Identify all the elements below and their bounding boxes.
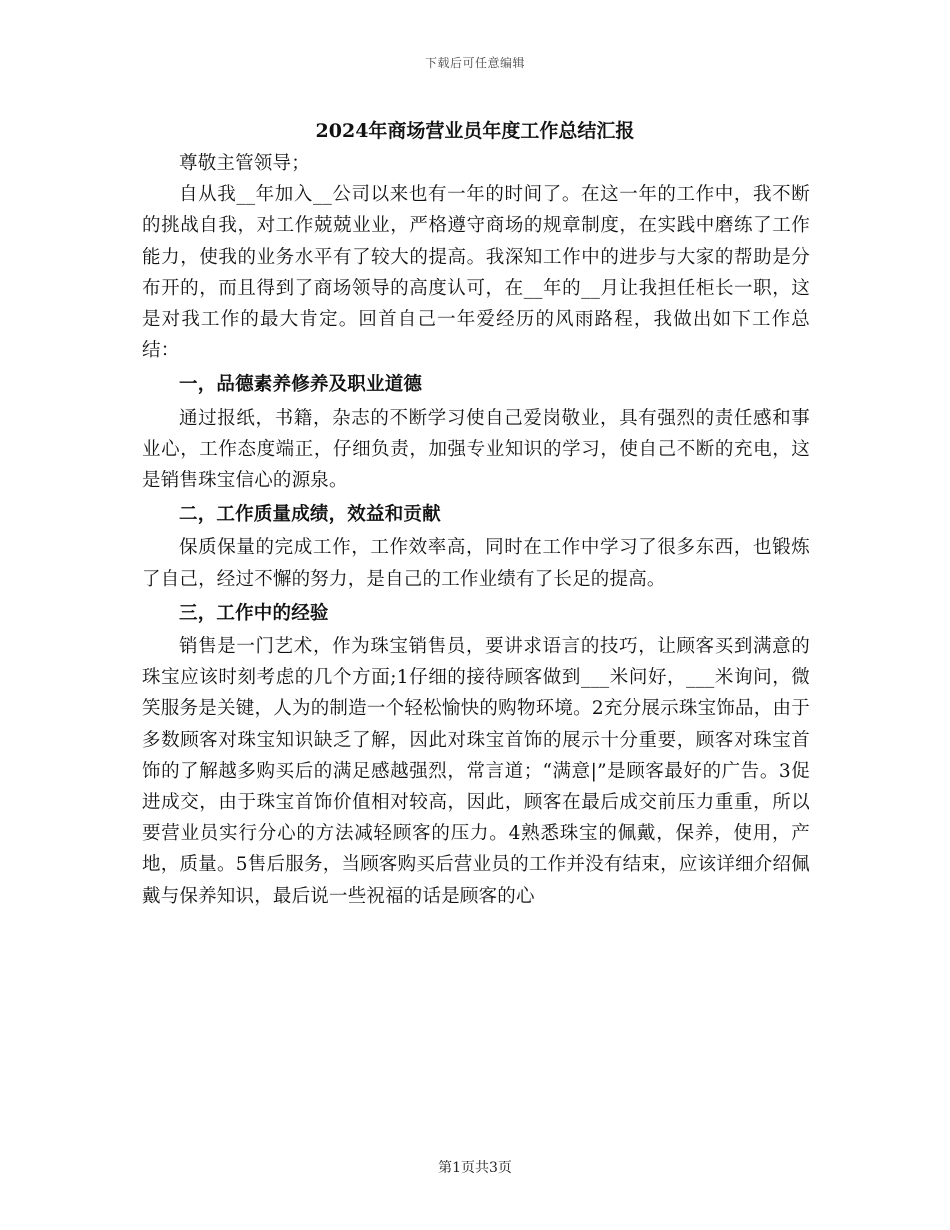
document-body <box>142 148 810 912</box>
section-heading-1: 一，品德素养修养及职业道德 <box>179 374 423 396</box>
section-heading-3: 三，工作中的经验 <box>179 602 329 624</box>
header-note: 下载后可任意编辑 <box>424 56 525 70</box>
salutation: 尊敬主管领导； <box>179 153 310 174</box>
section-body-2: 保质保量的完成工作，工作效率高，同时在工作中学习了很多东西，也锻炼了自己，经过不懈的努力，是自己的工作业绩有了长足的提高。 <box>142 537 810 590</box>
section-body-3: 销售是一门艺术，作为珠宝销售员，要讲求语言的技巧，让顾客买到满意的珠宝应该时刻考虑的几个方面;1仔细的接待顾客做到___米问好，___米询问，微笑服务是关键，人为的制造一个轻松愉快的购物环境。2充分展示珠宝饰品，由于多数顾客对珠宝知识缺乏了解，因此对珠宝首饰的展示十分重要，顾客对珠宝首饰的了解越多购买后的满足感越强烈，常言道；“满意|”是顾客最好的广告。3促进成交，由于珠宝首饰价值相对较高，因此，顾客在最后成交前压力重重，所以要营业员实行分心的方法减轻顾客的压力。4熟悉珠宝的佩戴，保养，使用，产地，质量。5售后服务，当顾客购买后营业员的工作并没有结束，应该详细介绍佩戴与保养知识，最后说一些祝福的话是顾客的心 <box>142 636 810 907</box>
section-body-1: 通过报纸，书籍，杂志的不断学习使自己爱岗敬业，具有强烈的责任感和事业心，工作态度端正，仔细负责，加强专业知识的学习，使自己不断的充电，这是销售珠宝信心的源泉。 <box>142 407 810 492</box>
section-heading-2: 二，工作质量成绩，效益和贡献 <box>179 504 441 526</box>
document-title: 2024年商场营业员年度工作总结汇报 <box>315 120 635 142</box>
intro-paragraph: 自从我__年加入__公司以来也有一年的时间了。在这一年的工作中，我不断的挑战自我，对工作兢兢业业，严格遵守商场的规章制度，在实践中磨练了工作能力，使我的业务水平有了较大的提高。我深知工作中的进步与大家的帮助是分布开的，而且得到了商场领导的高度认可，在__年的__月让我担任柜长一职，这是对我工作的最大肯定。回首自己一年爱经历的风雨路程，我做出如下工作总结： <box>142 184 810 362</box>
page-number-footer: 第1页共3页 <box>438 1160 512 1176</box>
